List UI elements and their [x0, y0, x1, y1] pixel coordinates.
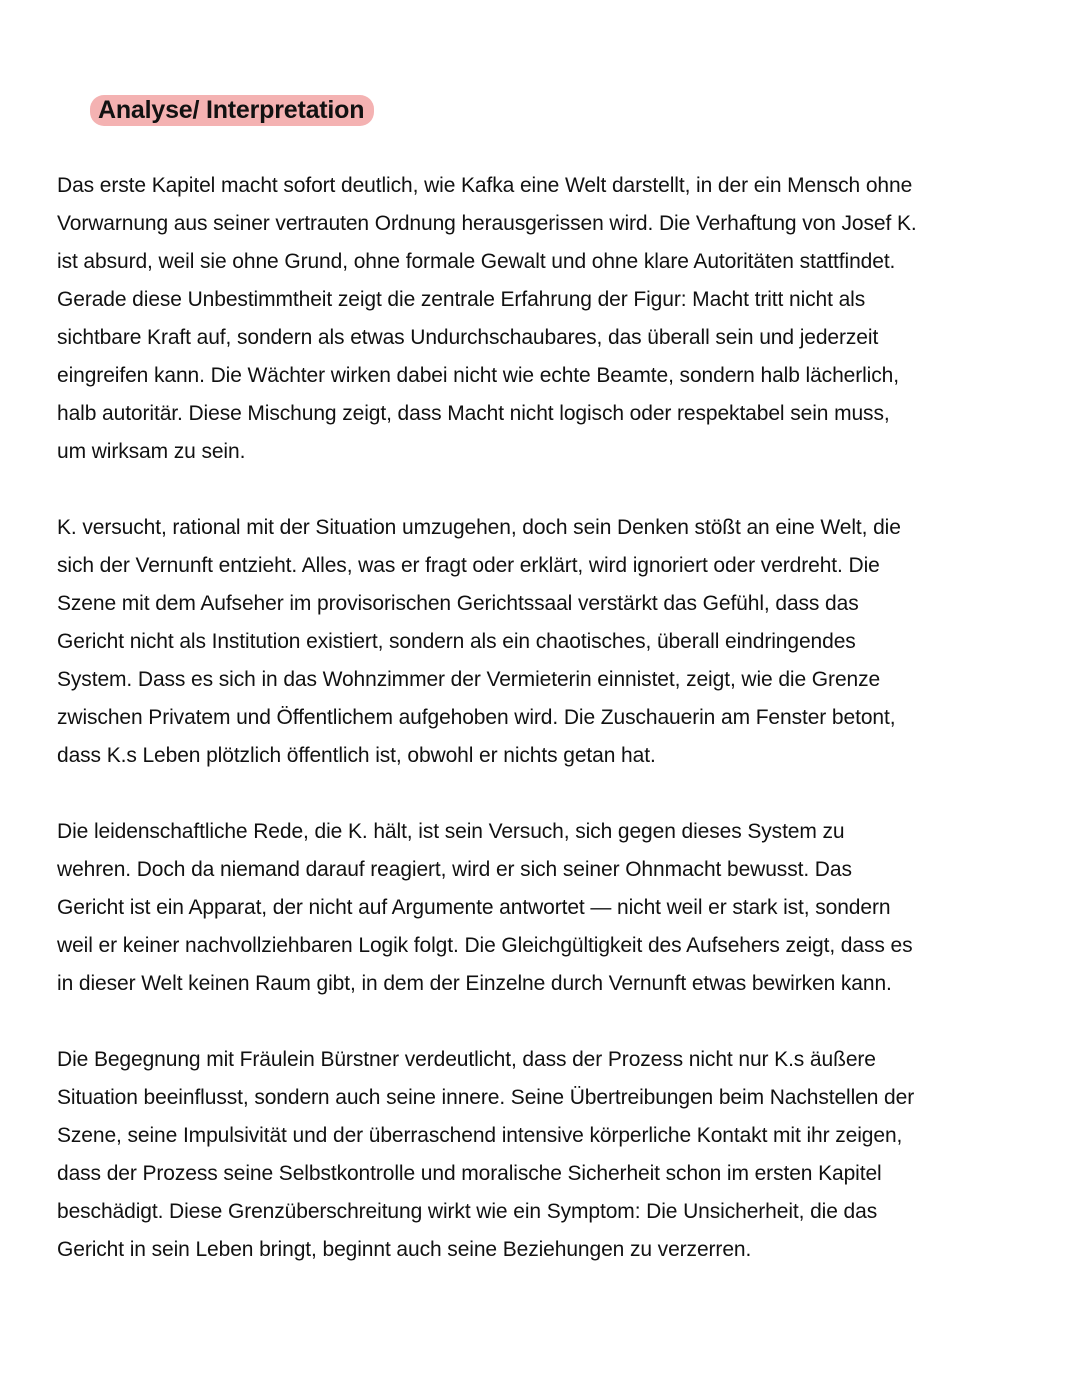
text-line: halb autoritär. Diese Mischung zeigt, dass Macht nicht logisch oder respektabel sein muss, — [57, 402, 890, 425]
heading-container — [90, 95, 374, 126]
text-line: sich der Vernunft entzieht. Alles, was er fragt oder erklärt, wird ignoriert oder verdreht. Die — [57, 554, 880, 577]
text-line: beschädigt. Diese Grenzüberschreitung wirkt wie ein Symptom: Die Unsicherheit, die das — [57, 1200, 878, 1223]
text-line: wehren. Doch da niemand darauf reagiert, wird er sich seiner Ohnmacht bewusst. Das — [57, 858, 852, 881]
text-line: Gericht nicht als Institution existiert, sondern als ein chaotisches, überall eindringendes — [57, 630, 856, 653]
text-line: weil er keiner nachvollziehbaren Logik folgt. Die Gleichgültigkeit des Aufsehers zeigt, dass es — [57, 934, 913, 957]
text-line: in dieser Welt keinen Raum gibt, in dem der Einzelne durch Vernunft etwas bewirken kann. — [57, 972, 892, 995]
text-line: dass K.s Leben plötzlich öffentlich ist, obwohl er nichts getan hat. — [57, 744, 656, 767]
text-line: Das erste Kapitel macht sofort deutlich, wie Kafka eine Welt darstellt, in der ein Mensch ohne — [57, 174, 913, 197]
text-line: System. Dass es sich in das Wohnzimmer der Vermieterin einnistet, zeigt, wie die Grenze — [57, 668, 881, 691]
text-line: Szene mit dem Aufseher im provisorischen Gerichtssaal verstärkt das Gefühl, dass das — [57, 592, 859, 615]
text-line: Gericht in sein Leben bringt, beginnt auch seine Beziehungen zu verzerren. — [57, 1238, 752, 1261]
body-text — [57, 167, 1032, 1307]
text-line: ist absurd, weil sie ohne Grund, ohne formale Gewalt und ohne klare Autoritäten stattfindet. — [57, 250, 896, 273]
section-heading: Analyse/ Interpretation — [90, 95, 374, 126]
text-line: um wirksam zu sein. — [57, 440, 246, 463]
text-line: Situation beeinflusst, sondern auch seine innere. Seine Übertreibungen beim Nachstellen der — [57, 1086, 915, 1109]
paragraph-4 — [57, 1041, 1032, 1269]
text-line: K. versucht, rational mit der Situation umzugehen, doch sein Denken stößt an eine Welt, die — [57, 516, 901, 539]
text-line: Gerade diese Unbestimmtheit zeigt die zentrale Erfahrung der Figur: Macht tritt nicht als — [57, 288, 866, 311]
text-line: Szene, seine Impulsivität und der überraschend intensive körperliche Kontakt mit ihr zeigen, — [57, 1124, 903, 1147]
paragraph-3 — [57, 813, 1032, 1003]
text-line: sichtbare Kraft auf, sondern als etwas Undurchschaubares, das überall sein und jederzeit — [57, 326, 879, 349]
text-line: eingreifen kann. Die Wächter wirken dabei nicht wie echte Beamte, sondern halb lächerlich, — [57, 364, 899, 387]
text-line: Vorwarnung aus seiner vertrauten Ordnung herausgerissen wird. Die Verhaftung von Josef K. — [57, 212, 917, 235]
paragraph-1 — [57, 167, 1032, 471]
text-line: zwischen Privatem und Öffentlichem aufgehoben wird. Die Zuschauerin am Fenster betont, — [57, 706, 896, 729]
text-line: Die Begegnung mit Fräulein Bürstner verdeutlicht, dass der Prozess nicht nur K.s äußere — [57, 1048, 876, 1071]
paragraph-2 — [57, 509, 1032, 775]
text-line: dass der Prozess seine Selbstkontrolle und moralische Sicherheit schon im ersten Kapitel — [57, 1162, 882, 1185]
text-line: Gericht ist ein Apparat, der nicht auf Argumente antwortet — nicht weil er stark ist, sondern — [57, 896, 891, 919]
text-line: Die leidenschaftliche Rede, die K. hält, ist sein Versuch, sich gegen dieses System zu — [57, 820, 845, 843]
